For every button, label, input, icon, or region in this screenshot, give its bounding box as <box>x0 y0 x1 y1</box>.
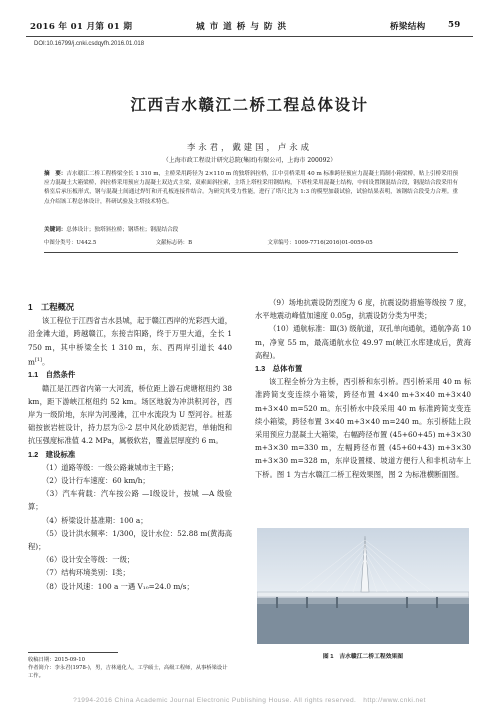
authors: 李永君，戴建国，卢永成 <box>186 142 313 152</box>
citation-ref: [1] <box>34 356 43 363</box>
standard-item: （5）设计洪水频率：1/300，设计水位：52.88 m(黄海高程)； <box>28 528 232 552</box>
footnote-received: 收稿日期：2015-09-10 <box>28 657 86 663</box>
running-header-issue: 2016 年 01 月第 01 期 <box>30 22 133 32</box>
abstract-label: 摘 要： <box>44 171 67 177</box>
overview-text: 该工程位于江西省吉水县城，起于赣江西岸的光彩西大道，沿金滩大道，跨越赣江，东接吉阳路，终于万里大道，全长 1 750 m，其中桥梁全长 1 310 m，东、西两岸引道长 440 m <box>28 316 232 367</box>
footnote-author: 作者简介：李永君(1978-)，男，吉林通化人，工学硕士，高级工程师，从事桥梁设计工作。 <box>28 665 228 680</box>
standard-item: （6）设计安全等级：一级； <box>42 555 135 565</box>
paragraph-layout: 该工程全桥分为主桥，西引桥和东引桥。西引桥采用 40 m 标准跨简支变连续小箱梁，跨径布置 4×40 m+3×40 m+3×40 m+3×40 m=520 m。东引桥水中段采用 40 m 标准跨简支变连续小箱梁，跨径布置 3×40 m+3×40 m=240 m。东引桥陆上段采用预应力混凝土大箱梁，右幅跨径布置 (45+60+45) m+3×30 m+3×30 m=330 m，左幅跨径布置 (45+60+43) m+3×30 m+3×30 m=328 m，东岸设置楼、坡道方便行人和非机动车上下桥。图 1 为吉水赣江二桥工程效果图，图 2 为标准横断面图。 <box>255 377 471 479</box>
keywords-label: 关键词： <box>44 227 67 233</box>
paragraph-natural-conditions: 赣江是江西省内第一大河流，桥位距上游石虎塘枢纽约 38 km，距下游峡江枢纽约 52 km。场区地貌为冲洪积河谷，西岸为一级阶地，东岸为河漫滩，江中水流段为 U 型河谷。桩基础按嵌岩桩设计，持力层为⑤-2 层中风化砂质泥岩，单轴饱和抗压强度标准值 4.2 MPa，属极软岩，覆盖层厚度约 6 m。 <box>28 383 232 446</box>
article-number: 文章编号：1009-7716(2016)01-0059-05 <box>267 240 373 246</box>
header-rule <box>26 36 473 37</box>
river-water <box>257 602 469 644</box>
section-heading-1-3: 1.3 总体布置 <box>255 364 303 374</box>
page-number: 59 <box>448 20 461 30</box>
section-heading-1-1: 1.1 自然条件 <box>28 370 76 380</box>
section-heading-1: 1 工程概况 <box>28 302 75 312</box>
running-header-section: 桥梁结构 <box>390 22 426 32</box>
bridge-deck <box>257 592 469 597</box>
abstract-text: 吉水赣江二桥工程桥梁全长 1 310 m，主桥采用跨径为 2×110 m 的独塔斜拉桥，江中引桥采用 40 m 标准跨径预应力混凝土简制小箱梁桥，贴上引桥采用预应力混凝土大箱梁桥，斜拉桥采用预应力混凝土双边式主梁，双索面斜拉索，主塔上塔柱采用钢结构，下塔柱采用混凝土结构，中间设置钢混结合段，钢混结合段采用有格室后承压板形式，钢与混凝土间通过焊钉和开孔板连接件结合。为研究其受力性能，进行了塔尺比为 1:3 的模型加载试验，试验结果表明，该钢结合段受力合理。重点介绍该工程总体设计，科研试验及主塔技术特色。 <box>44 171 458 205</box>
running-header-journal: 城 市 道 桥 与 防 洪 <box>196 22 288 32</box>
standard-item: （4）桥梁设计基准期：100 a； <box>42 515 148 525</box>
affiliation: （上海市政工程设计研究总院(集团)有限公司，上海市 200092） <box>162 157 337 164</box>
figure-caption: 图 1 吉水赣江二桥工程效果图 <box>322 654 404 660</box>
standard-item: （8）设计风速：100 a 一遇 V₁₀=24.0 m/s； <box>42 581 194 591</box>
left-column <box>28 301 232 593</box>
footnote-rule <box>28 652 118 653</box>
standard-item: （2）设计行车速度：60 km/h； <box>42 476 150 486</box>
clc-number: 中图分类号：U442.5 <box>44 240 97 246</box>
abstract-rule <box>44 252 458 253</box>
document-code: 文献标志码：B <box>155 240 193 246</box>
section-heading-1-2: 1.2 建设标准 <box>28 449 76 459</box>
abstract <box>44 170 458 207</box>
standard-item-10: （10）通航标准：Ⅲ(3) 级航道，双孔单向通航，通航净高 10 m，净宽 55 m，最高通航水位 49.97 m(峡江水库建成后，黄海高程)。 <box>255 324 471 360</box>
classification-line <box>44 238 458 246</box>
bridge-illustration <box>257 528 469 644</box>
standard-item: （7）结构环境类别：Ⅰ类； <box>42 568 130 578</box>
doi: DOI:10.16799/j.cnki.csdqyfh.2016.01.018 <box>34 41 145 47</box>
standard-item-9: （9）场地抗震设防烈度为 6 度，抗震设防措施等级按 7 度，水平地震动峰值加速度 0.05g，抗震设防分类为甲类； <box>255 298 471 321</box>
footnotes <box>28 656 232 681</box>
keywords <box>44 226 458 235</box>
copyright-footer: ?1994-2016 China Academic Journal Electronic Publishing House. All rights reserved. http://www.cnki.net <box>73 697 426 704</box>
keywords-text: 总体设计；独塔斜拉桥；钢塔柱；钢混结合段 <box>66 227 179 233</box>
overview-end: 。 <box>42 357 50 367</box>
standard-item: （3）汽车荷载：汽车按公路 —Ⅰ级设计，按城 —A 级验算； <box>28 489 232 512</box>
paragraph-overview <box>28 314 232 368</box>
article-title: 江西吉水赣江二桥工程总体设计 <box>130 95 369 114</box>
standard-item: （1）道路等级：一级公路兼城市主干路； <box>42 462 178 472</box>
right-column <box>255 296 471 481</box>
bridge-rendering-figure <box>257 528 469 644</box>
